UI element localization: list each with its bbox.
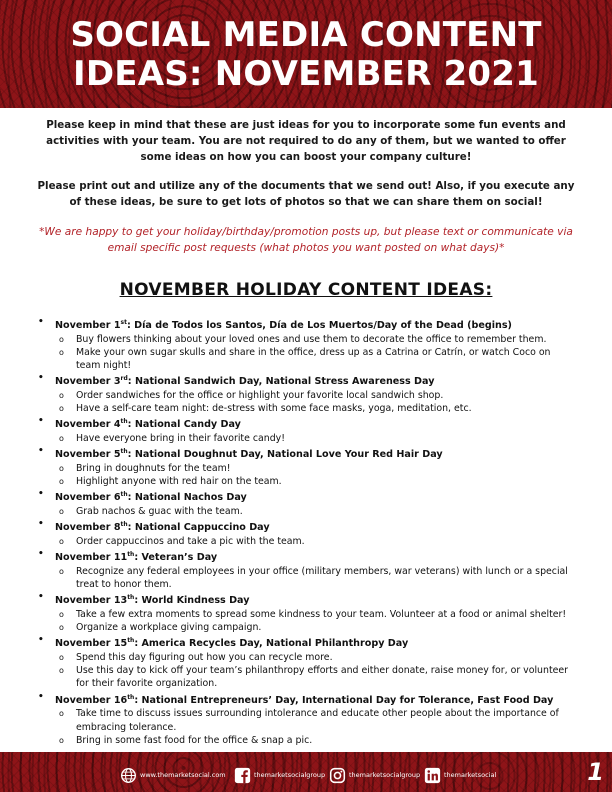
circle-bullet-icon: o — [59, 536, 64, 546]
bullet-icon: • — [38, 592, 44, 603]
idea-item: o Bring in doughnuts for the team! — [59, 462, 231, 474]
bullet-icon: • — [38, 317, 44, 327]
circle-bullet-icon: o — [59, 566, 64, 576]
bullet-icon: • — [38, 635, 44, 646]
idea-item: o Have a self-care team night: de-stress with some face masks, yoga, meditation, etc. — [59, 403, 472, 415]
idea-list — [0, 462, 612, 488]
idea-item: o Bring in some fast food for the office & snap a pic. — [59, 734, 313, 746]
bullet-icon: • — [38, 519, 44, 530]
page-title — [0, 16, 612, 94]
circle-bullet-icon: o — [59, 507, 64, 517]
idea-list — [0, 389, 612, 415]
intro-paragraph-1: Please keep in mind that these are just ideas for you to incorporate some fun events and activities with your team. You are not required to do any of them, but we wanted to offer some ideas on how you can boost your company culture! — [46, 119, 566, 163]
idea-item: o Have everyone bring in their favorite candy! — [59, 433, 285, 445]
footer-banner — [0, 752, 612, 792]
intro-paragraph-2: Please print out and utilize any of the documents that we send out! Also, if you execute any of these ideas, be sure to get lots of photos so that we can share them on social! — [37, 180, 575, 208]
holiday-item — [0, 548, 612, 591]
idea-item: o Use this day to kick off your team’s philanthropy efforts and either donate, raise money for, or volunteer for their favorite organization. — [59, 665, 569, 690]
circle-bullet-icon: o — [59, 477, 64, 487]
circle-bullet-icon: o — [59, 666, 64, 676]
title-line-2: IDEAS: NOVEMBER 2021 — [73, 54, 539, 94]
holiday-item — [0, 415, 612, 445]
idea-item: o Recognize any federal employees in your office (military members, war veterans) with lunch or a special treat to honor them. — [59, 565, 568, 591]
holiday-title: • November 1st: Día de Todos los Santos, Día de Los Muertos/Day of the Dead (begins) — [38, 317, 512, 332]
holiday-item — [0, 372, 612, 415]
holiday-item — [0, 634, 612, 690]
holiday-title: • November 5th: National Doughnut Day, National Love Your Red Hair Day — [38, 446, 443, 461]
bullet-icon: • — [38, 373, 44, 384]
circle-bullet-icon: o — [59, 347, 64, 357]
circle-bullet-icon: o — [59, 404, 64, 414]
idea-item: o Grab nachos & guac with the team. — [59, 506, 243, 518]
idea-item: o Make your own sugar skulls and share in the office, dress up as a Catrina or Catrín, or watch Coco on team night! — [59, 346, 551, 372]
circle-bullet-icon: o — [59, 334, 64, 344]
idea-item: o Highlight anyone with red hair on the team. — [59, 476, 282, 488]
website-link[interactable]: www.themarketsocial.com — [120, 765, 226, 785]
facebook-link[interactable]: themarketsocialgroup — [234, 765, 325, 785]
instagram-link[interactable]: themarketsocialgroup — [329, 765, 420, 785]
bullet-icon: • — [38, 416, 44, 427]
circle-bullet-icon: o — [59, 463, 64, 473]
header-banner — [0, 0, 612, 108]
bullet-icon: • — [38, 446, 44, 457]
holiday-title: • November 3rd: National Sandwich Day, National Stress Awareness Day — [38, 373, 435, 388]
holiday-title: • November 8th: National Cappuccino Day — [38, 519, 270, 534]
holiday-item — [0, 691, 612, 747]
idea-item: o Buy flowers thinking about your loved ones and use them to decorate the office to remember them. — [59, 333, 547, 345]
title-line-1: SOCIAL MEDIA CONTENT — [70, 15, 542, 55]
holiday-item — [0, 445, 612, 488]
holiday-item — [0, 518, 612, 548]
bullet-icon: • — [38, 489, 44, 500]
bullet-icon: • — [38, 691, 44, 702]
linkedin-icon — [424, 767, 441, 784]
circle-bullet-icon: o — [59, 653, 64, 663]
idea-list — [0, 535, 612, 548]
idea-item: o Order cappuccinos and take a pic with the team. — [59, 535, 305, 547]
idea-list — [0, 707, 612, 747]
idea-list — [0, 608, 612, 634]
circle-bullet-icon: o — [59, 609, 64, 619]
idea-list — [0, 333, 612, 373]
holiday-title: • November 16th: National Entrepreneurs’ Day, International Day for Tolerance, Fast Food Day — [38, 691, 554, 706]
circle-bullet-icon: o — [59, 434, 64, 444]
globe-icon — [120, 767, 137, 784]
idea-list — [0, 505, 612, 518]
idea-item: o Order sandwiches for the office or highlight your favorite local sandwich shop. — [59, 389, 444, 401]
idea-item: o Spend this day figuring out how you can recycle more. — [59, 652, 333, 664]
note-paragraph: *We are happy to get your holiday/birthday/promotion posts up, but please text or communicate via email specific post requests (what photos you want posted on what days)* — [39, 226, 573, 254]
idea-list — [0, 565, 612, 591]
idea-item: o Organize a workplace giving campaign. — [59, 622, 262, 634]
holiday-title: • November 6th: National Nachos Day — [38, 489, 247, 504]
holiday-title: • November 15th: America Recycles Day, National Philanthropy Day — [38, 635, 409, 650]
instagram-icon — [329, 767, 346, 784]
linkedin-link[interactable]: themarketsocial — [424, 765, 496, 785]
bullet-icon: • — [38, 549, 44, 560]
holiday-item — [0, 488, 612, 518]
holiday-item — [0, 591, 612, 634]
idea-list — [0, 651, 612, 691]
idea-item: o Take time to discuss issues surrounding intolerance and educate other people about the importance of embracing tolerance. — [59, 708, 559, 733]
page-number: 1 — [587, 758, 604, 786]
circle-bullet-icon: o — [59, 709, 64, 719]
circle-bullet-icon: o — [59, 623, 64, 633]
facebook-icon — [234, 767, 251, 784]
circle-bullet-icon: o — [59, 390, 64, 400]
holiday-title: • November 4th: National Candy Day — [38, 416, 241, 431]
idea-item: o Take a few extra moments to spread some kindness to your team. Volunteer at a food or animal shelter! — [59, 608, 567, 620]
circle-bullet-icon: o — [59, 735, 64, 745]
holiday-title: • November 13th: World Kindness Day — [38, 592, 250, 607]
idea-list — [0, 432, 612, 445]
holiday-item — [0, 316, 612, 372]
holiday-title: • November 11th: Veteran’s Day — [38, 549, 218, 564]
holiday-list — [0, 316, 612, 747]
section-heading: NOVEMBER HOLIDAY CONTENT IDEAS: — [119, 280, 493, 300]
